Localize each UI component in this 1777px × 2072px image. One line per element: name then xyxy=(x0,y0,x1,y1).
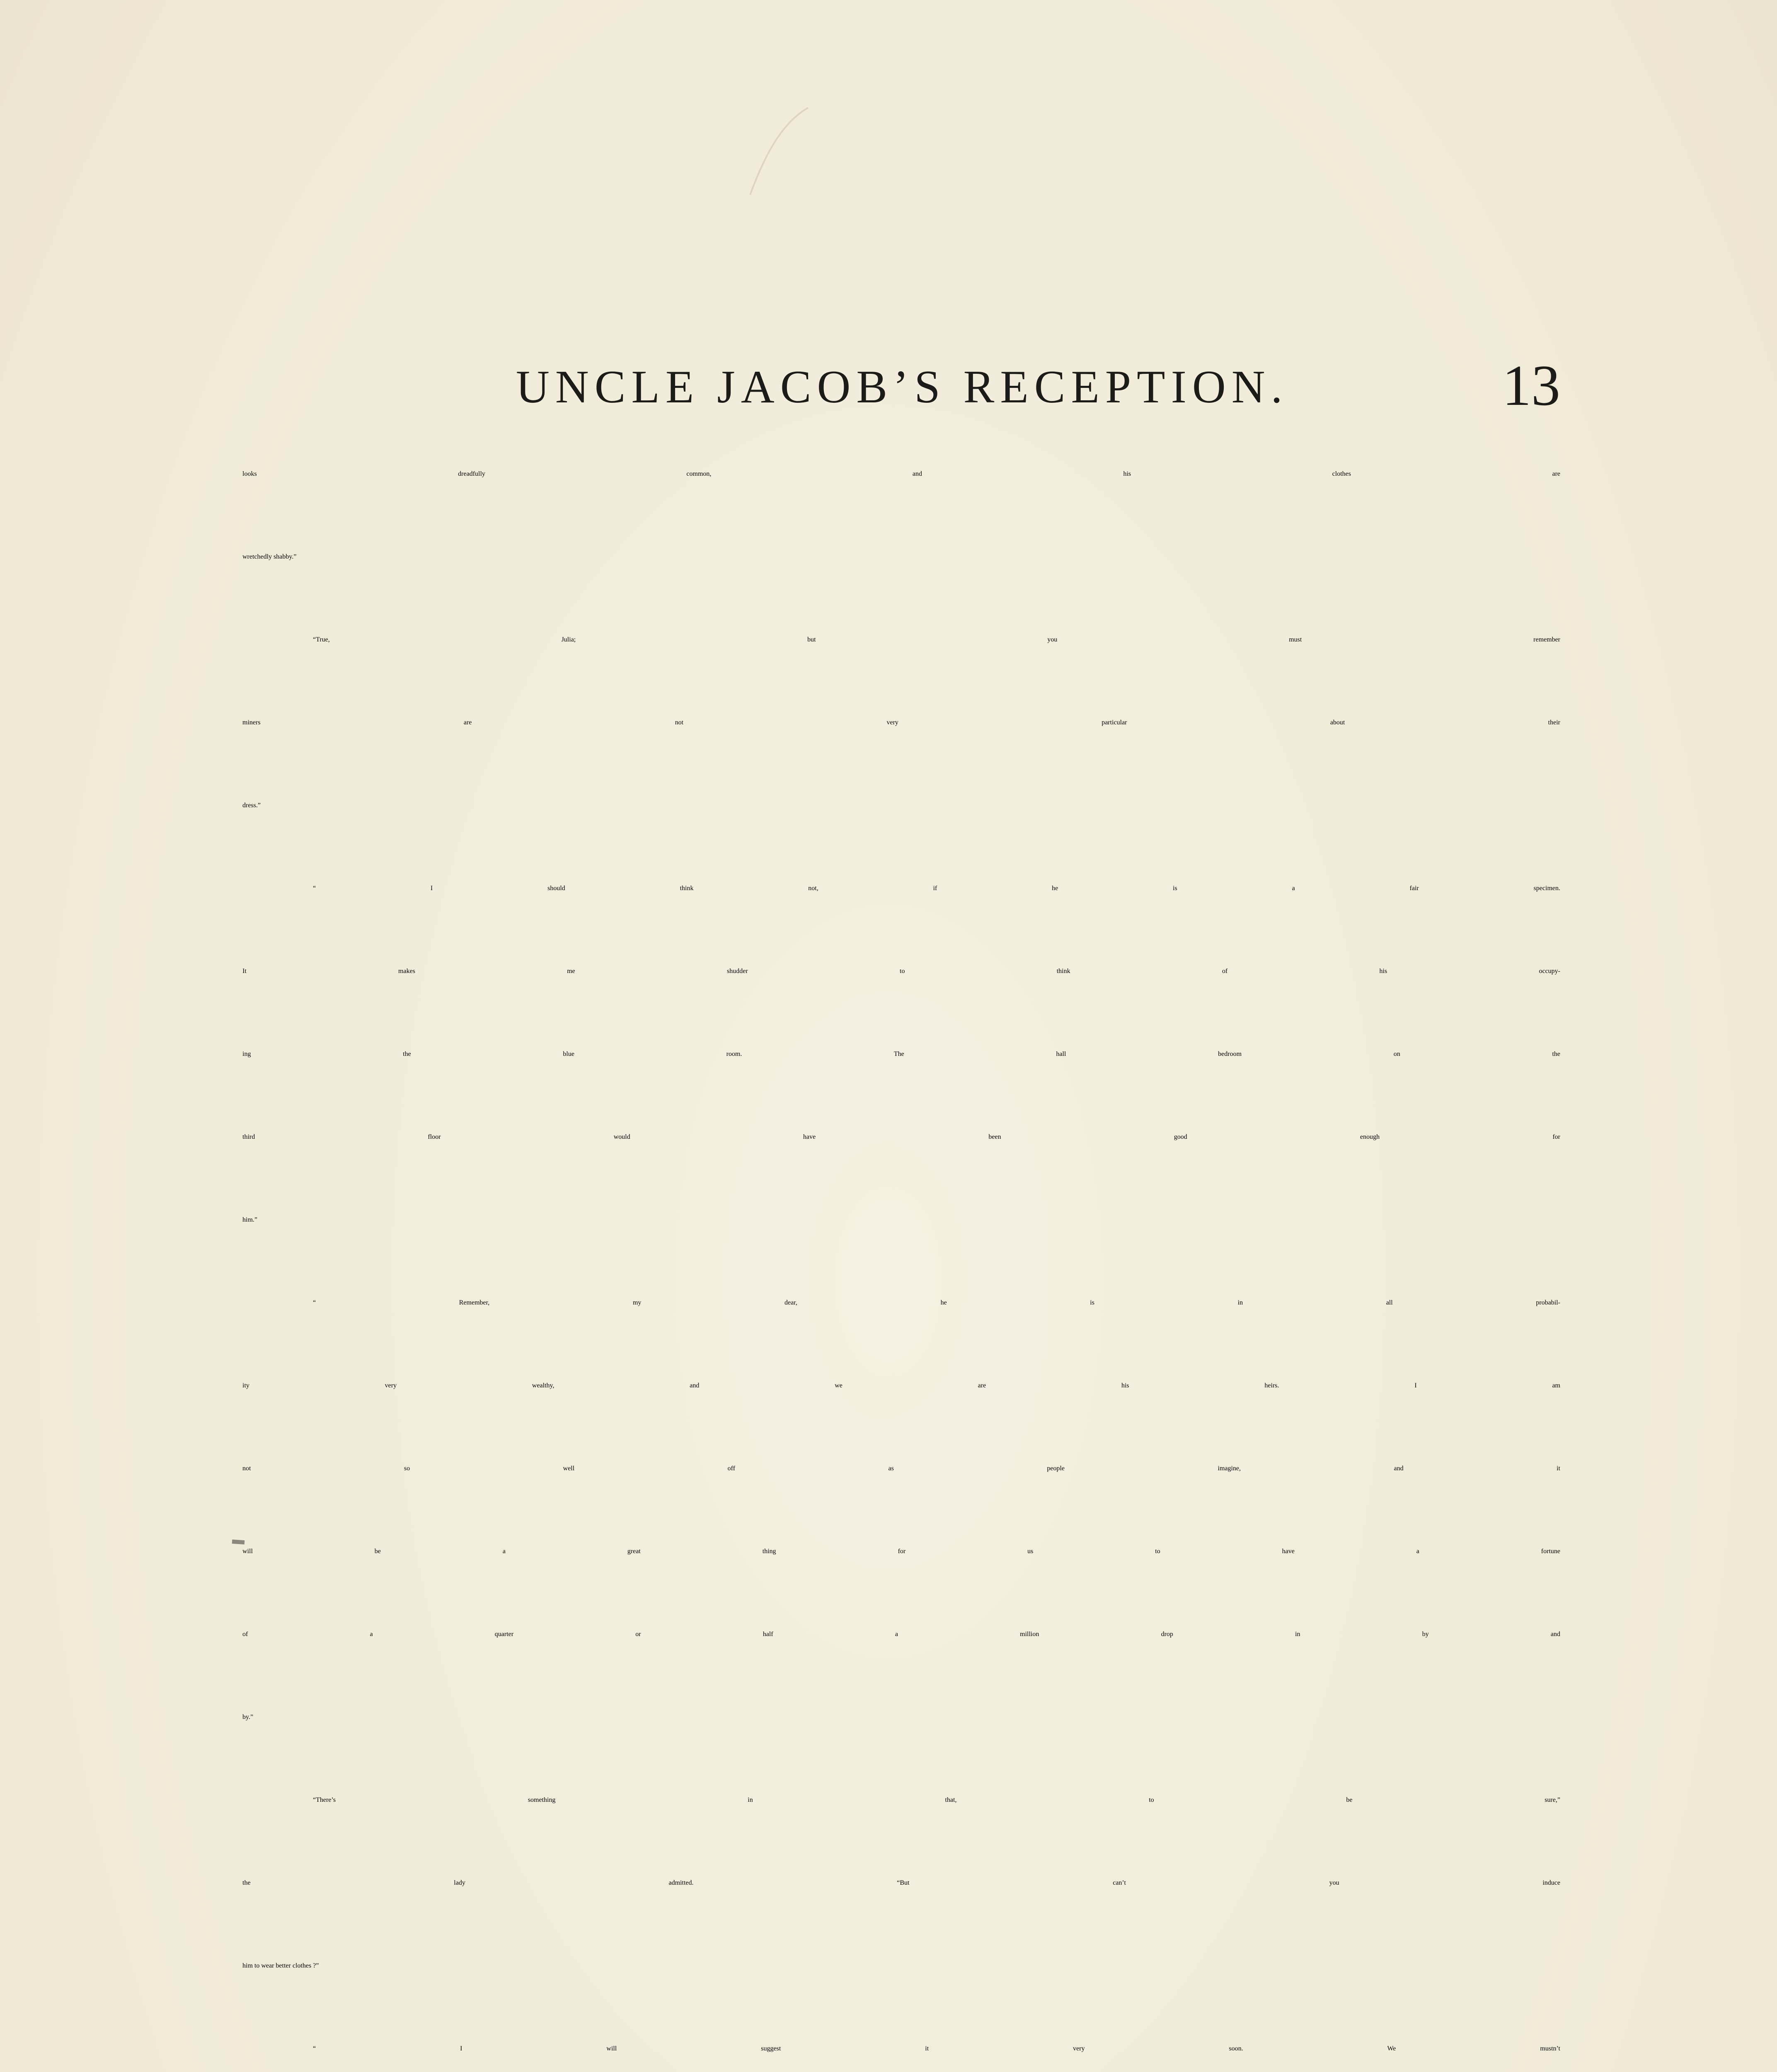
text-line: by.” xyxy=(242,1714,254,1721)
text-line: third floor would have been good enough for xyxy=(242,1133,1560,1140)
running-title: UNCLE JACOB’S RECEPTION. xyxy=(516,361,1288,413)
text-line: ity very wealthy, and we are his heirs. I am xyxy=(242,1382,1560,1389)
text-line: “ Remember, my dear, he is in all probabil- xyxy=(313,1299,1560,1306)
text-line: looks dreadfully common, and his clothes are xyxy=(242,470,1560,477)
text-line: “ I should think not, if he is a fair specimen. xyxy=(313,885,1560,892)
text-line: ing the blue room. The hall bedroom on the xyxy=(242,1051,1560,1058)
text-line: of a quarter or half a million drop in by and xyxy=(242,1631,1560,1638)
text-line: him to wear better clothes ?” xyxy=(242,1962,319,1969)
text-line: wretchedly shabby.” xyxy=(242,553,297,560)
text-line: him.” xyxy=(242,1216,257,1223)
page-number: 13 xyxy=(1502,353,1560,418)
text-line: It makes me shudder to think of his occupy- xyxy=(242,968,1560,975)
text-line: “ I will suggest it very soon. We mustn’t xyxy=(313,2045,1560,2052)
text-line: the lady admitted. “But can’t you induce xyxy=(242,1879,1560,1886)
text-line: will be a great thing for us to have a fortune xyxy=(242,1548,1560,1555)
body-text xyxy=(242,470,1560,2072)
running-head xyxy=(0,352,1777,418)
text-line: “There’s something in that, to be sure,” xyxy=(313,1796,1560,1803)
text-line: not so well off as people imagine, and it xyxy=(242,1465,1560,1472)
text-line: dress.” xyxy=(242,802,261,809)
text-line: “True, Julia; but you must remember xyxy=(313,636,1560,643)
text-line: miners are not very particular about their xyxy=(242,719,1560,726)
